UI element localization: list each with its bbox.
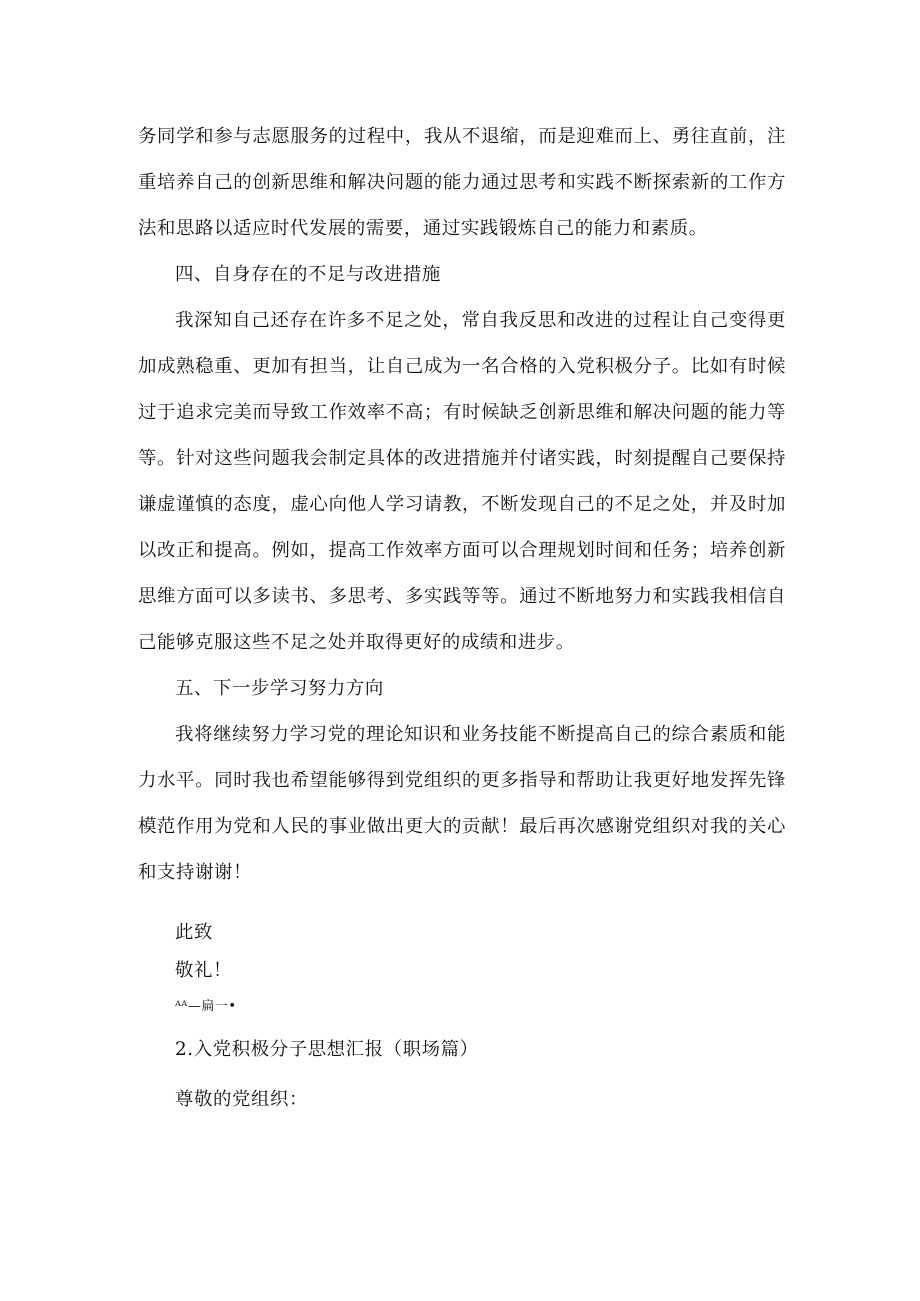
closing-jing-li: 敬礼！	[175, 960, 232, 981]
paragraph-shortcomings: 我深知自己还存在许多不足之处，常自我反思和改进的过程让自己变得更加成熟稳重、更加有担当，让自己成为一名合格的入党积极分子。比如有时候过于追求完美而导致工作效率不高；有时候缺乏创新思维和解决问题的能力等等。针对这些问题我会制定具体的改进措施并付诸实践，时刻提醒自己要保持谦虚谨慎的态度，虚心向他人学习请教，不断发现自己的不足之处，并及时加以改正和提高。例如，提高工作效率方面可以合理规划时间和任务；培养创新思维方面可以多读书、多思考、多实践等等。通过不断地努力和实践我相信自己能够克服这些不足之处并取得更好的成绩和进步。	[138, 310, 786, 653]
section-heading-5: 五、下一步学习努力方向	[175, 678, 384, 699]
document-body	[138, 114, 786, 1122]
salutation: 尊敬的党组织：	[175, 1089, 308, 1110]
report-title: 2.入党积极分子思想汇报（职场篇）	[175, 1039, 479, 1060]
section-heading-4: 四、自身存在的不足与改进措施	[175, 264, 441, 285]
paragraph-direction: 我将继续努力学习党的理论知识和业务技能不断提高自己的综合素质和能力水平。同时我也希望能够得到党组织的更多指导和帮助让我更好地发挥先锋模范作用为党和人民的事业做出更大的贡献！最后再次感谢党组织对我的关心和支持谢谢！	[138, 724, 786, 883]
paragraph-continued: 务同学和参与志愿服务的过程中，我从不退缩，而是迎难而上、勇往直前，注重培养自己的创新思维和解决问题的能力通过思考和实践不断探索新的工作方法和思路以适应时代发展的需要，通过实践锻炼自己的能力和素质。	[138, 126, 786, 239]
closing-ci-zhi: 此致	[175, 922, 213, 943]
section-separator: ᴬᴬ—扁一•	[175, 999, 237, 1014]
